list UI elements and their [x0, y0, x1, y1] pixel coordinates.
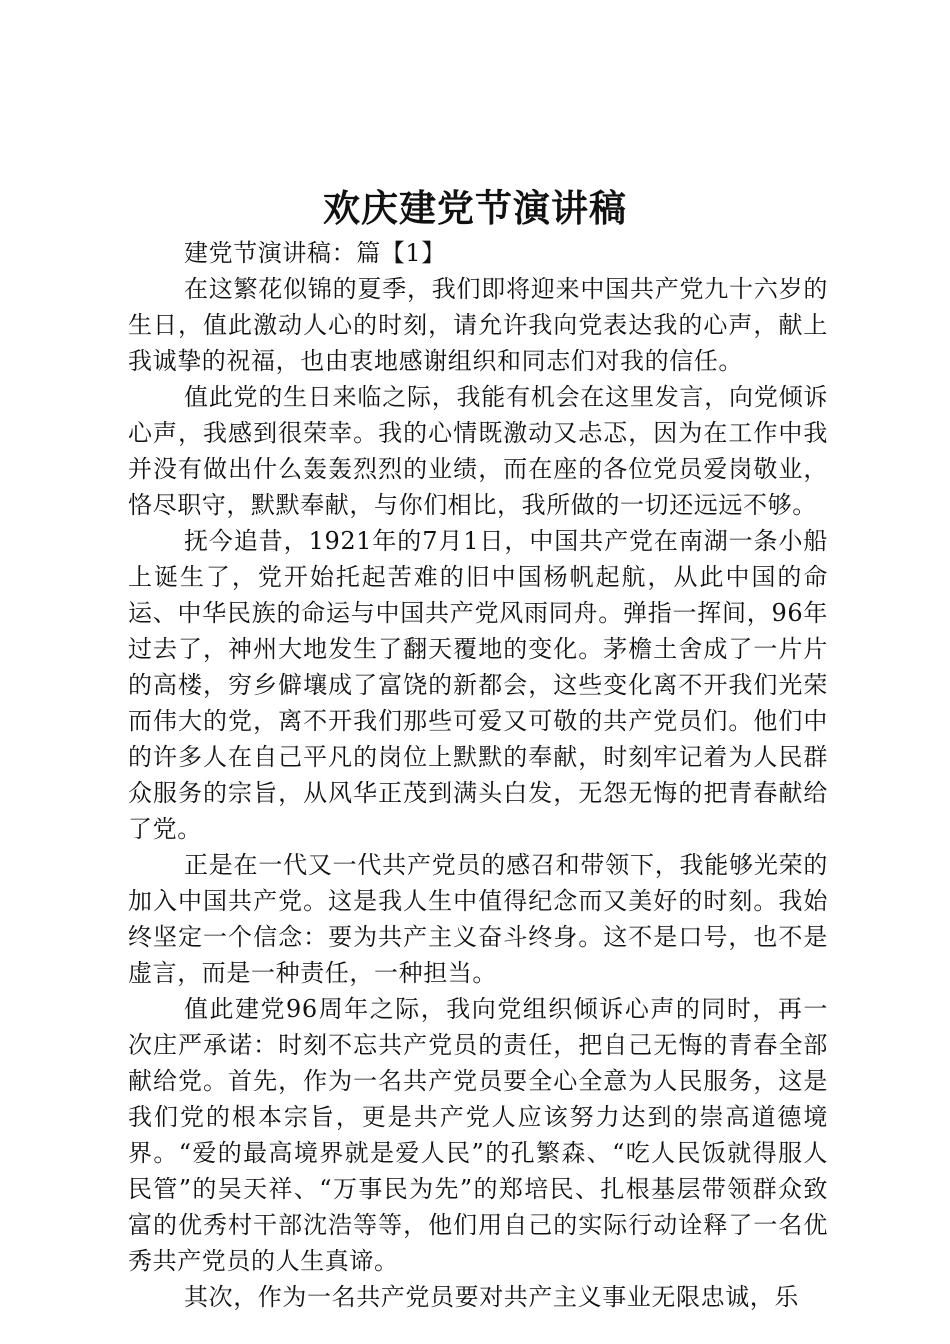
paragraph: 值此党的生日来临之际，我能有机会在这里发言，向党倾诉心声，我感到很荣幸。我的心情既激动又忐忑，因为在工作中我并没有做出什么轰轰烈烈的业绩，而在座的各位党员爱岗敬业，恪尽职守，默默奉献，与你们相比，我所做的一切还远远不够。 — [128, 383, 828, 519]
paragraph: 抚今追昔，1921年的7月1日，中国共产党在南湖一条小船上诞生了，党开始托起苦难的旧中国杨帆起航，从此中国的命运、中华民族的命运与中国共产党风雨同舟。弹指一挥间，96年过去了，神州大地发生了翻天覆地的变化。茅檐土舍成了一片片的高楼，穷乡僻壤成了富饶的新都会，这些变化离不开我们光荣而伟大的党，离不开我们那些可爱又可敬的共产党员们。他们中的许多人在自己平凡的岗位上默默的奉献，时刻牢记着为人民群众服务的宗旨，从风华正茂到满头白发，无怨无悔的把青春献给了党。 — [128, 527, 828, 843]
paragraph-heading: 建党节演讲稿：篇【1】 — [184, 239, 446, 267]
paragraph: 其次，作为一名共产党员要对共产主义事业无限忠诚，乐 — [184, 1283, 799, 1311]
document-title: 欢庆建党节演讲稿 — [323, 186, 627, 230]
document-body — [128, 235, 828, 1315]
paragraph: 值此建党96周年之际，我向党组织倾诉心声的同时，再一次庄严承诺：时刻不忘共产党员的责任，把自己无悔的青春全部献给党。首先，作为一名共产党员要全心全意为人民服务，这是我们党的根本宗旨，更是共产党人应该努力达到的崇高道德境界。“爱的最高境界就是爱人民”的孔繁森、“吃人民饭就得服人民管”的吴天祥、“万事民为先”的郑培民、扎根基层带领群众致富的优秀村干部沈浩等等，他们用自己的实际行动诠释了一名优秀共产党员的人生真谛。 — [128, 995, 828, 1275]
paragraph: 在这繁花似锦的夏季，我们即将迎来中国共产党九十六岁的生日，值此激动人心的时刻，请允许我向党表达我的心声，献上我诚挚的祝福，也由衷地感谢组织和同志们对我的信任。 — [128, 275, 828, 375]
paragraph: 正是在一代又一代共产党员的感召和带领下，我能够光荣的加入中国共产党。这是我人生中值得纪念而又美好的时刻。我始终坚定一个信念：要为共产主义奋斗终身。这不是口号，也不是虚言，而是一种责任，一种担当。 — [128, 851, 828, 987]
